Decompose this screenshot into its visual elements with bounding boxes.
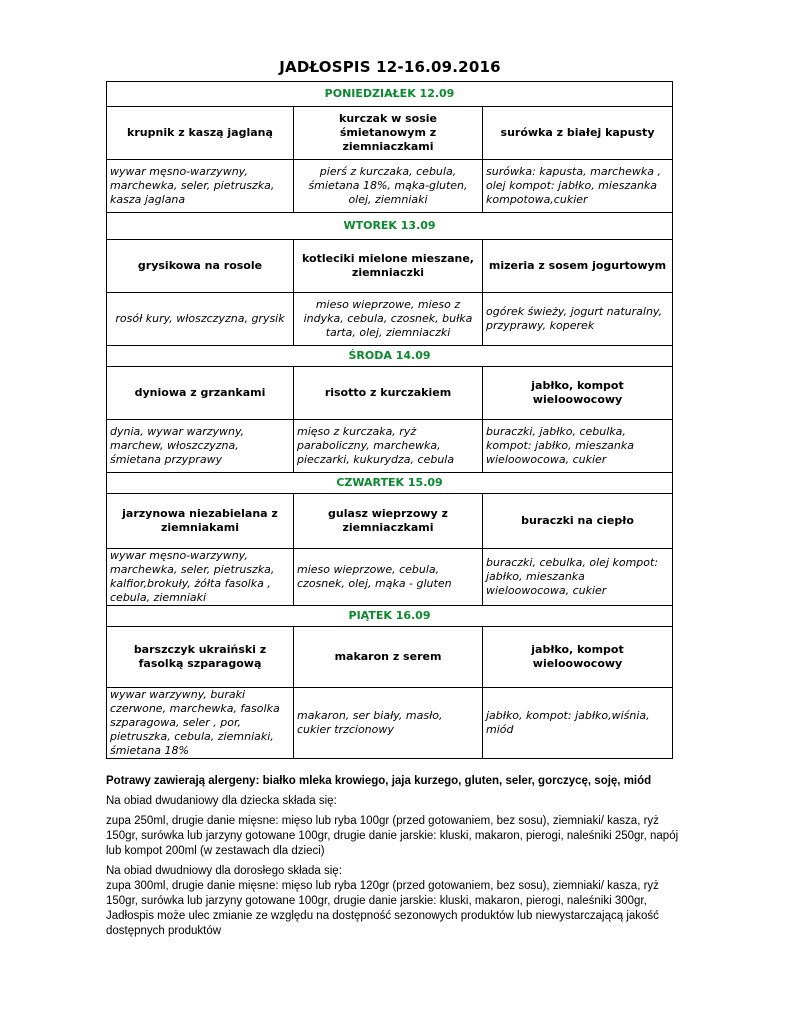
dish-row	[107, 240, 673, 293]
adult-portion-heading: Na obiad dwudniowy dla dorosłego składa się:	[106, 865, 342, 877]
child-portion-heading: Na obiad dwudaniowy dla dziecka składa się:	[106, 795, 337, 807]
main-ingredients: mięso z kurczaka, ryż paraboliczny, marchewka, pieczarki, kukurydza, cebula	[294, 420, 483, 473]
soup-ingredients: dynia, wywar warzywny, marchew, włoszczyzna, śmietana przyprawy	[107, 420, 294, 473]
ingredients-row	[107, 688, 673, 759]
side-dish: mizeria z sosem jogurtowym	[483, 240, 673, 293]
main-dish: gulasz wieprzowy z ziemniaczkami	[294, 494, 483, 549]
main-ingredients: pierś z kurczaka, cebula, śmietana 18%, mąka-gluten, olej, ziemniaki	[294, 160, 483, 213]
soup-dish: grysikowa na rosole	[107, 240, 294, 293]
soup-dish: dyniowa z grzankami	[107, 367, 294, 420]
day-title: WTOREK 13.09	[107, 213, 673, 240]
ingredients-row	[107, 160, 673, 213]
main-dish: makaron z serem	[294, 627, 483, 688]
side-ingredients: buraczki, cebulka, olej kompot: jabłko, mieszanka wieloowocowa, cukier	[483, 549, 673, 606]
page-title: JADŁOSPIS 12-16.09.2016	[279, 58, 501, 76]
main-ingredients: makaron, ser biały, masło, cukier trzcionowy	[294, 688, 483, 759]
soup-ingredients: rosół kury, włoszczyzna, grysik	[107, 293, 294, 346]
soup-dish: krupnik z kaszą jaglaną	[107, 107, 294, 160]
side-ingredients: jabłko, kompot: jabłko,wiśnia, miód	[483, 688, 673, 759]
soup-dish: barszczyk ukraiński z fasolką szparagową	[107, 627, 294, 688]
footer-notes	[106, 774, 686, 939]
dish-row	[107, 494, 673, 549]
main-dish: kurczak w sosie śmietanowym z ziemniaczkami	[294, 107, 483, 160]
day-header-row	[107, 473, 673, 494]
side-ingredients: buraczki, jabłko, cebulka, kompot: jabłko, mieszanka wieloowocowa, cukier	[483, 420, 673, 473]
dish-row	[107, 367, 673, 420]
day-header-row	[107, 606, 673, 627]
dish-row	[107, 107, 673, 160]
allergens-note: Potrawy zawierają alergeny: białko mleka krowiego, jaja kurzego, gluten, seler, gorczycę, soję, miód	[106, 775, 652, 787]
main-dish: kotleciki mielone mieszane, ziemniaczki	[294, 240, 483, 293]
child-portion-text: zupa 250ml, drugie danie mięsne: mięso lub ryba 100gr (przed gotowaniem, bez sosu), ziemniaki/ kasza, ryż 150gr, surówka lub jarzyny gotowane 100gr, drugie danie jarskie: kluski, makaron, pierogi, naleśniki 250gr, napój lub kompot 200ml (w zestawach dla dzieci)	[106, 815, 679, 857]
side-dish: jabłko, kompot wieloowocowy	[483, 367, 673, 420]
day-title: CZWARTEK 15.09	[107, 473, 673, 494]
soup-ingredients: wywar warzywny, buraki czerwone, marchewka, fasolka szparagowa, seler , por, pietruszka, cebula, ziemniaki, śmietana 18%	[107, 688, 294, 759]
day-header-row	[107, 213, 673, 240]
side-dish: buraczki na ciepło	[483, 494, 673, 549]
soup-ingredients: wywar męsno-warzywny, marchewka, seler, pietruszka, kalfior,brokuły, żółta fasolka , cebula, ziemniaki	[107, 549, 294, 606]
adult-portion-text: zupa 300ml, drugie danie mięsne: mięso lub ryba 120gr (przed gotowaniem, bez sosu), ziemniaki/ kasza, ryż 150gr, surówka lub jarzyny gotowane 100gr, drugie danie jarskie: kluski, makaron, pierogi, naleśniki 300gr,	[106, 880, 659, 907]
day-title: PONIEDZIAŁEK 12.09	[107, 82, 673, 107]
side-dish: jabłko, kompot wieloowocowy	[483, 627, 673, 688]
soup-dish: jarzynowa niezabielana z ziemniakami	[107, 494, 294, 549]
day-title: ŚRODA 14.09	[107, 346, 673, 367]
main-ingredients: mieso wieprzowe, mieso z indyka, cebula, czosnek, bułka tarta, olej, ziemniaczki	[294, 293, 483, 346]
menu-table	[106, 81, 673, 759]
side-ingredients: ogórek świeży, jogurt naturalny, przyprawy, koperek	[483, 293, 673, 346]
change-note: Jadłospis może ulec zmianie ze względu na dostępność sezonowych produktów lub niewystarczającą jakość dostępnych produktów	[106, 910, 659, 937]
day-header-row	[107, 82, 673, 107]
ingredients-row	[107, 293, 673, 346]
main-dish: risotto z kurczakiem	[294, 367, 483, 420]
ingredients-row	[107, 420, 673, 473]
ingredients-row	[107, 549, 673, 606]
day-header-row	[107, 346, 673, 367]
dish-row	[107, 627, 673, 688]
soup-ingredients: wywar męsno-warzywny, marchewka, seler, pietruszka, kasza jaglana	[107, 160, 294, 213]
side-ingredients: surówka: kapusta, marchewka , olej kompot: jabłko, mieszanka kompotowa,cukier	[483, 160, 673, 213]
main-ingredients: mieso wieprzowe, cebula, czosnek, olej, mąka - gluten	[294, 549, 483, 606]
side-dish: surówka z białej kapusty	[483, 107, 673, 160]
day-title: PIĄTEK 16.09	[107, 606, 673, 627]
